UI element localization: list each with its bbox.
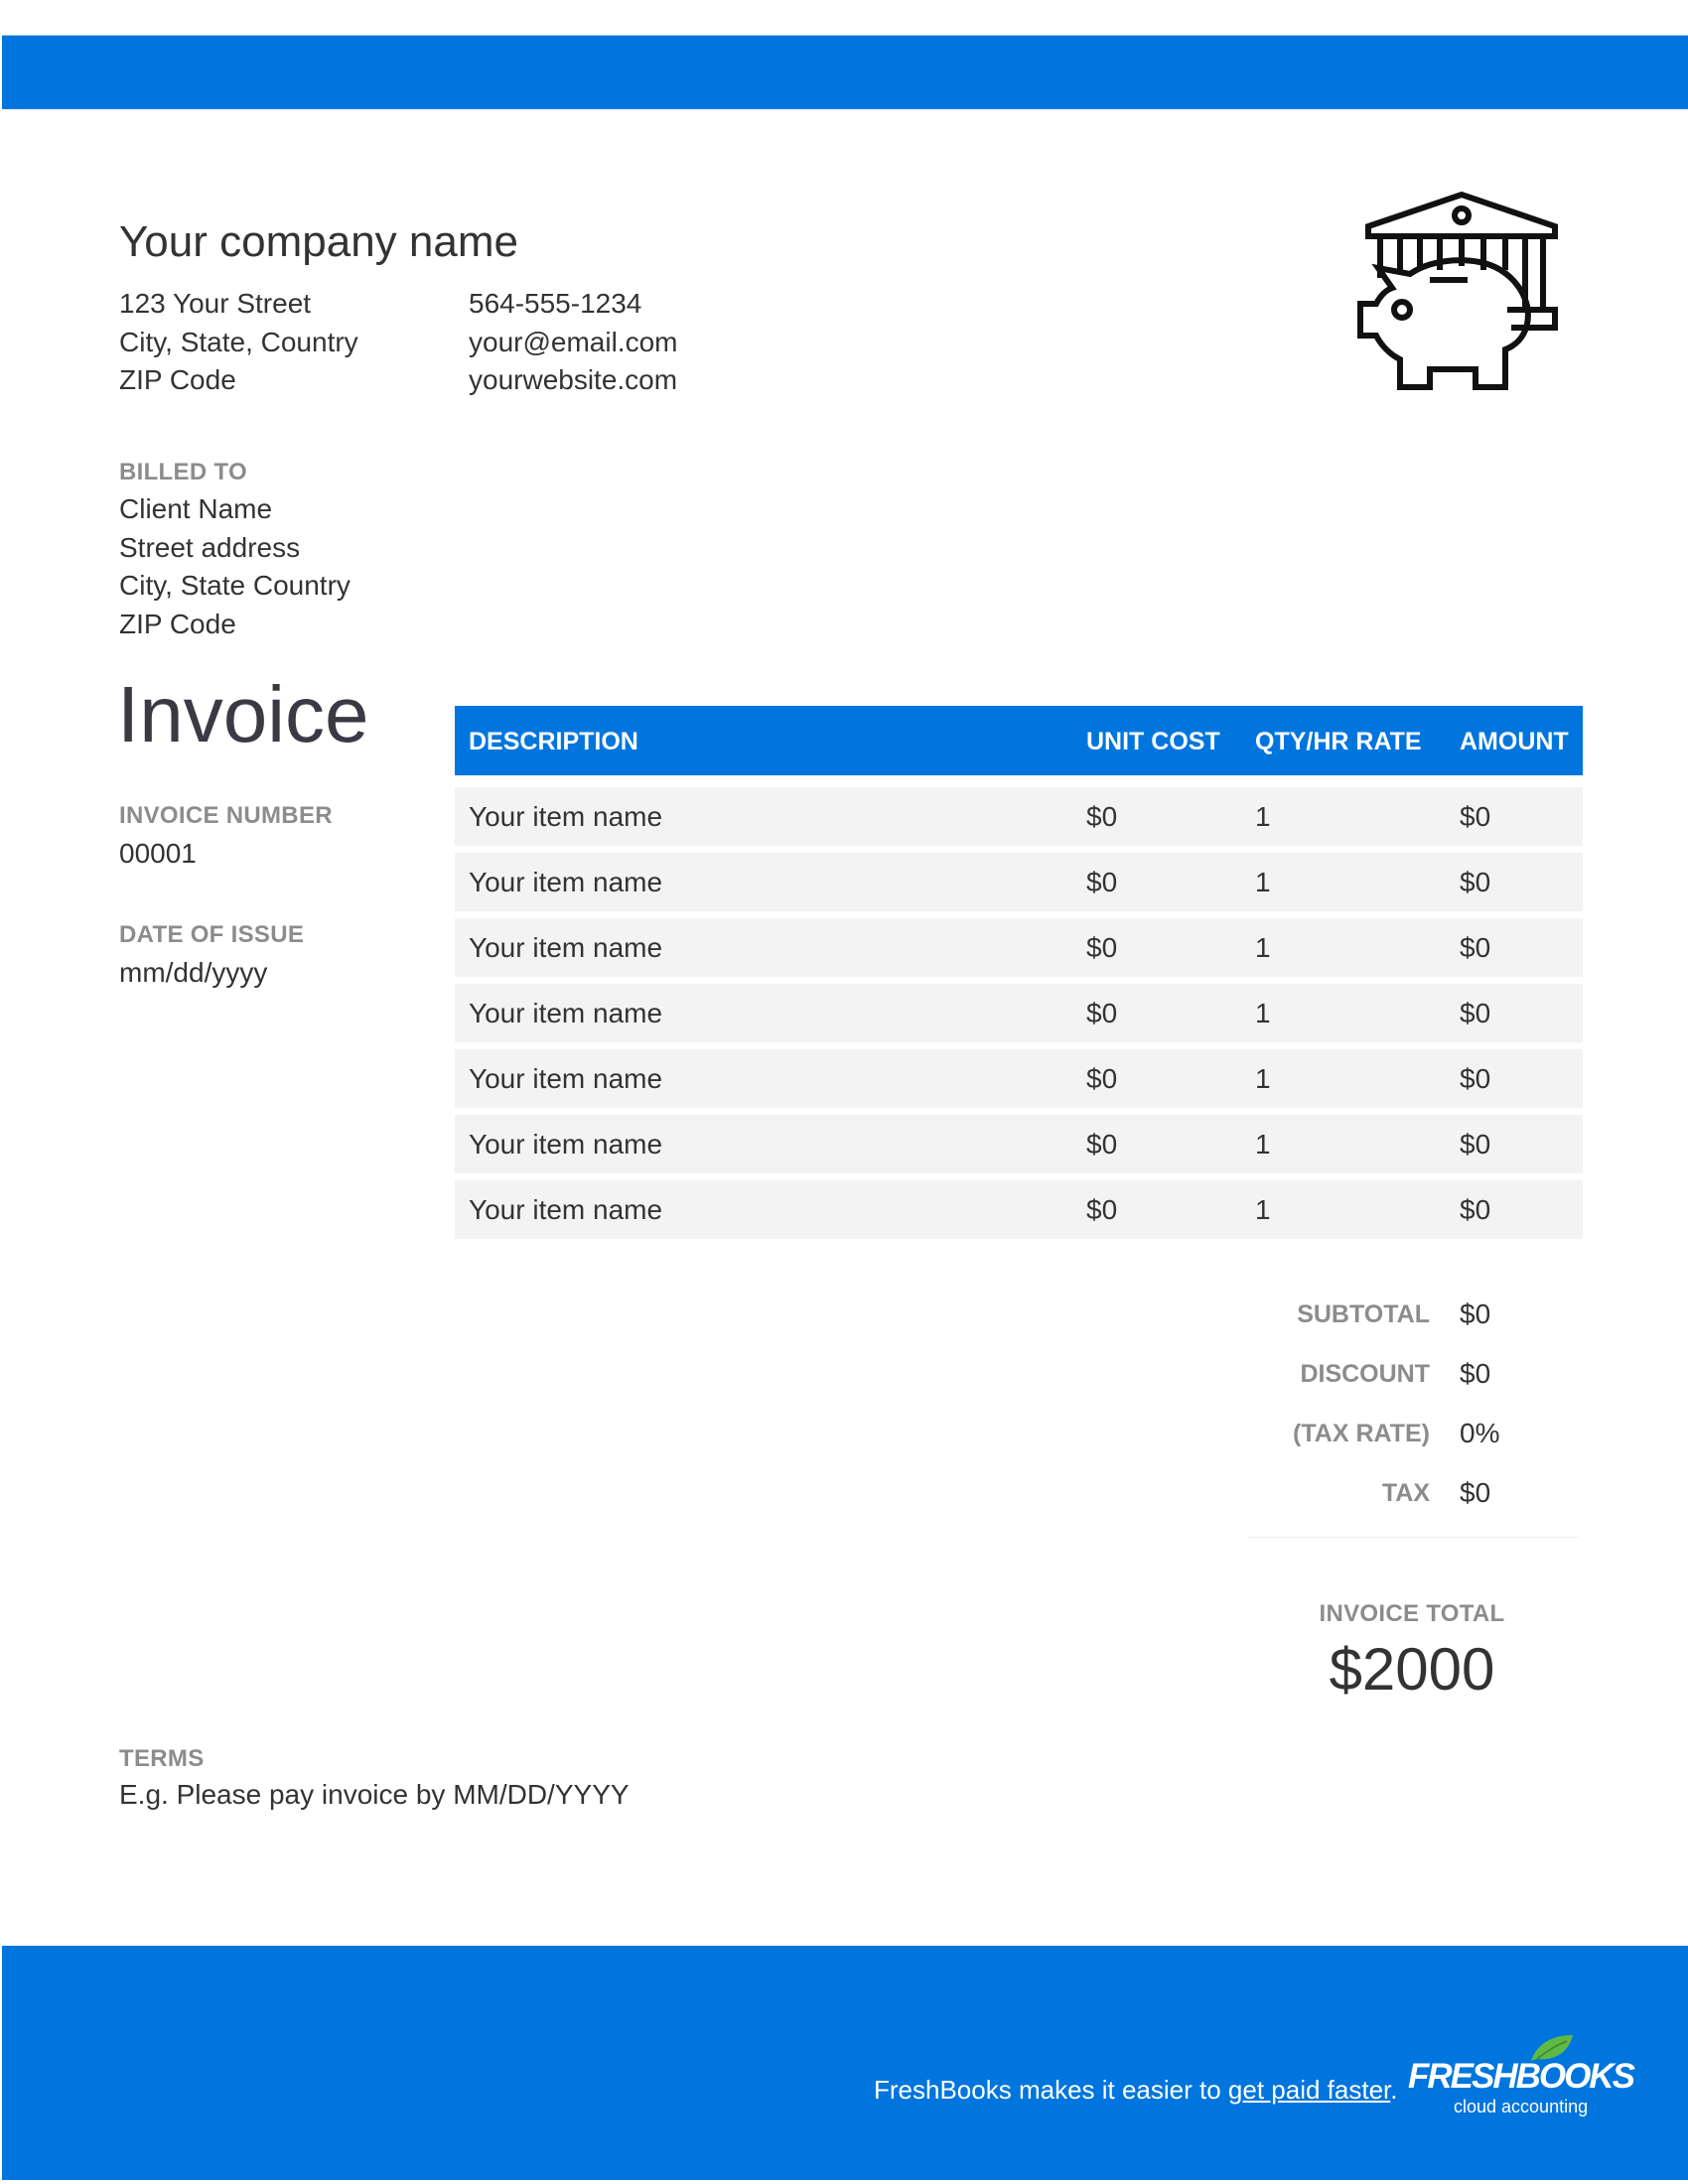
tax-rate-value: 0% (1460, 1418, 1500, 1448)
table-row (455, 984, 1583, 1042)
address-line: ZIP Code (119, 364, 236, 395)
item-description: Your item name (469, 998, 663, 1028)
company-name: Your company name (119, 217, 518, 266)
item-amount: $0 (1460, 801, 1491, 832)
date-of-issue: mm/dd/yyyy (119, 957, 268, 988)
item-amount: $0 (1460, 1063, 1491, 1094)
client-name: Client Name (119, 493, 273, 524)
terms-label: TERMS (119, 1745, 205, 1772)
client-zip: ZIP Code (119, 608, 236, 639)
get-paid-faster-link[interactable]: get paid faster (1227, 2075, 1391, 2105)
footer-text-after: . (1390, 2075, 1398, 2105)
tax-label: TAX (1381, 1479, 1430, 1507)
item-description: Your item name (469, 867, 663, 897)
item-amount: $0 (1460, 867, 1491, 897)
item-amount: $0 (1460, 998, 1491, 1028)
table-header (455, 706, 1583, 775)
tax-rate-row (1241, 1416, 1589, 1475)
invoice-number-label: INVOICE NUMBER (119, 802, 333, 829)
item-unit-cost: $0 (1086, 1129, 1118, 1160)
freshbooks-wordmark: FRESHBOOKS (1408, 2057, 1633, 2096)
discount-label: DISCOUNT (1300, 1360, 1430, 1388)
invoice-total-label: INVOICE TOTAL (1319, 1600, 1505, 1627)
tax-value: $0 (1460, 1477, 1491, 1508)
totals-divider (1247, 1537, 1579, 1538)
address-line: 123 Your Street (119, 288, 312, 319)
item-qty: 1 (1255, 932, 1271, 963)
date-of-issue-label: DATE OF ISSUE (119, 921, 305, 948)
header-bar (2, 36, 1688, 109)
freshbooks-logo[interactable] (1408, 2033, 1633, 2122)
item-description: Your item name (469, 932, 663, 963)
company-contact (469, 285, 677, 400)
item-unit-cost: $0 (1086, 1063, 1118, 1094)
item-unit-cost: $0 (1086, 1194, 1118, 1225)
footer-tagline (874, 2075, 1398, 2106)
subtotal-label: SUBTOTAL (1297, 1300, 1430, 1328)
phone: 564-555-1234 (469, 288, 642, 319)
tax-row (1241, 1475, 1589, 1535)
item-qty: 1 (1255, 1194, 1271, 1225)
item-amount: $0 (1460, 1194, 1491, 1225)
item-qty: 1 (1255, 1129, 1271, 1160)
subtotal-row (1241, 1297, 1589, 1356)
subtotal-value: $0 (1460, 1298, 1491, 1329)
table-row (455, 918, 1583, 977)
item-qty: 1 (1255, 867, 1271, 897)
line-items (455, 787, 1583, 1246)
item-unit-cost: $0 (1086, 998, 1118, 1028)
client-street: Street address (119, 531, 301, 563)
client-city: City, State Country (119, 570, 351, 601)
email: your@email.com (469, 326, 678, 357)
discount-row (1241, 1356, 1589, 1416)
table-row (455, 787, 1583, 846)
totals (1241, 1297, 1589, 1535)
table-row (455, 1049, 1583, 1108)
bank-piggy-bank-icon (1331, 179, 1569, 417)
invoice-number: 00001 (119, 838, 197, 869)
company-address (119, 285, 358, 400)
table-row (455, 1115, 1583, 1173)
column-header-amount: AMOUNT (1460, 728, 1569, 755)
item-description: Your item name (469, 1194, 663, 1225)
item-unit-cost: $0 (1086, 801, 1118, 832)
item-qty: 1 (1255, 1063, 1271, 1094)
invoice-total: $2000 (1329, 1636, 1495, 1703)
address-line: City, State, Country (119, 326, 358, 357)
item-qty: 1 (1255, 998, 1271, 1028)
column-header-qty: QTY/HR RATE (1255, 728, 1422, 755)
terms-text: E.g. Please pay invoice by MM/DD/YYYY (119, 1779, 630, 1810)
tax-rate-label: (TAX RATE) (1293, 1420, 1430, 1447)
item-amount: $0 (1460, 1129, 1491, 1160)
item-description: Your item name (469, 1063, 663, 1094)
freshbooks-subtitle: cloud accounting (1454, 2097, 1589, 2116)
item-unit-cost: $0 (1086, 867, 1118, 897)
website: yourwebsite.com (469, 364, 678, 395)
item-amount: $0 (1460, 932, 1491, 963)
column-header-description: DESCRIPTION (469, 728, 638, 755)
item-unit-cost: $0 (1086, 932, 1118, 963)
billed-to (119, 490, 351, 643)
item-description: Your item name (469, 801, 663, 832)
item-description: Your item name (469, 1129, 663, 1160)
table-row (455, 1180, 1583, 1239)
column-header-unit-cost: UNIT COST (1086, 728, 1220, 755)
item-qty: 1 (1255, 801, 1271, 832)
footer-text-before: FreshBooks makes it easier to (874, 2075, 1228, 2105)
page-title: Invoice (117, 670, 369, 758)
discount-value: $0 (1460, 1358, 1491, 1389)
table-row (455, 853, 1583, 911)
billed-to-label: BILLED TO (119, 459, 247, 485)
